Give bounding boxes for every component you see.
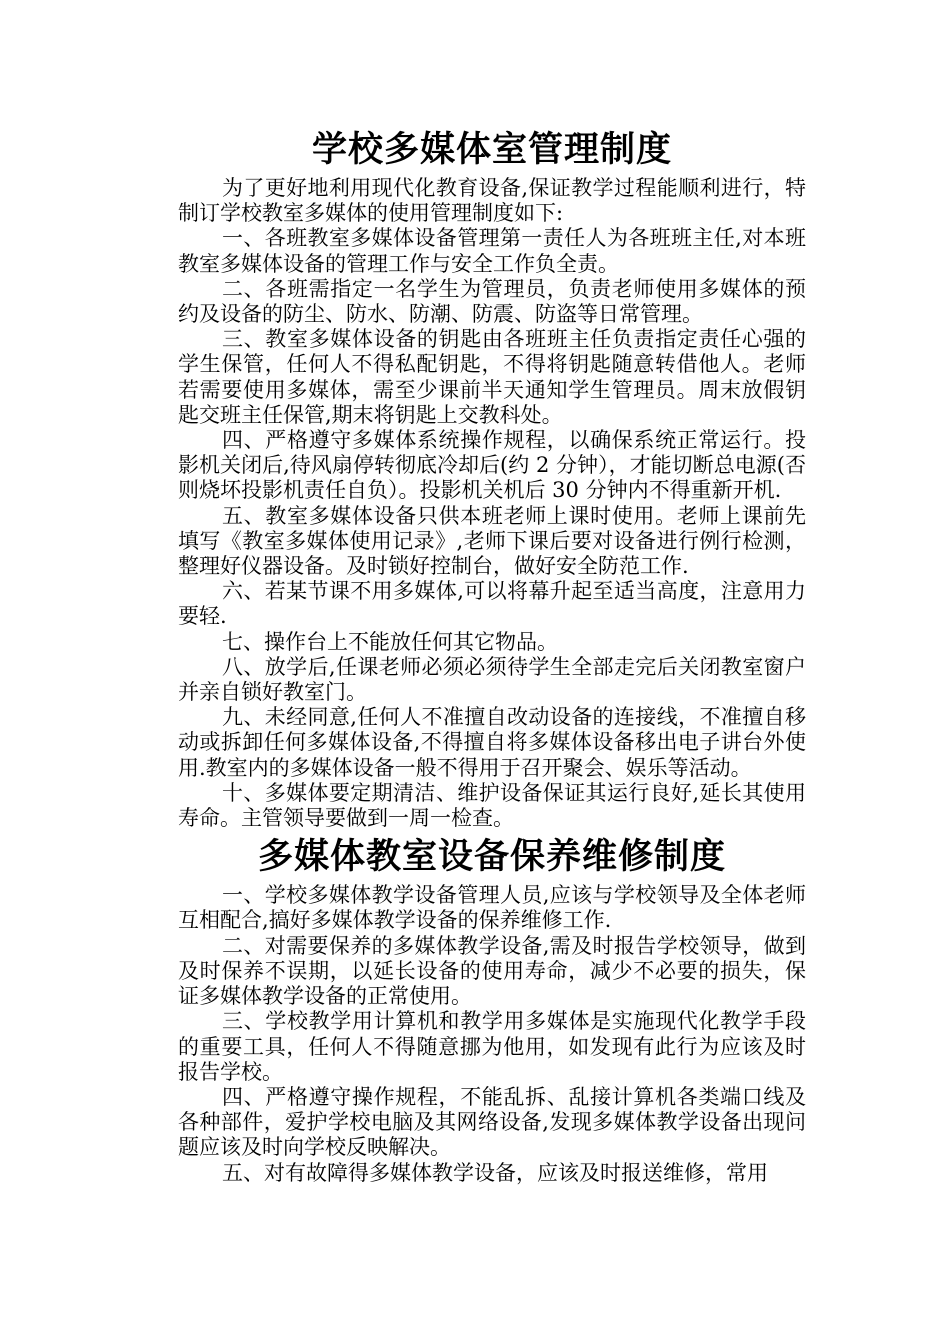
section1-paragraph: 七、操作台上不能放任何其它物品。 [222, 629, 558, 654]
section1-body [178, 176, 806, 831]
section1-paragraph: 二、各班需指定一名学生为管理员，负责老师使用多媒体的预约及设备的防尘、防水、防潮、防震、防盗等日常管理。 [178, 276, 806, 327]
section1-title: 学校多媒体室管理制度 [311, 129, 672, 170]
section2-paragraph: 五、对有故障得多媒体教学设备，应该及时报送维修，常用 [222, 1160, 768, 1185]
section2-paragraph: 四、严格遵守操作规程，不能乱拆、乱接计算机各类端口线及各种部件，爱护学校电脑及其网络设备,发现多媒体教学设备出现问题应该及时向学校反映解决。 [178, 1084, 806, 1160]
section2-paragraph: 一、学校多媒体教学设备管理人员,应该与学校领导及全体老师互相配合,搞好多媒体教学设备的保养维修工作. [178, 883, 806, 933]
section2-paragraph: 二、对需要保养的多媒体教学设备,需及时报告学校领导，做到及时保养不误期，以延长设备的使用寿命，减少不必要的损失，保证多媒体教学设备的正常使用。 [178, 933, 806, 1009]
section1-paragraph: 九、未经同意,任何人不准擅自改动设备的连接线，不准擅自移动或拆卸任何多媒体设备,不得擅自将多媒体设备移出电子讲台外使用.教室内的多媒体设备一般不得用于召开聚会、娱乐等活动。 [178, 705, 806, 780]
section1-paragraph: 五、教室多媒体设备只供本班老师上课时使用。老师上课前先填写《教室多媒体使用记录》,老师下课后要对设备进行例行检测，整理好仪器设备。及时锁好控制台，做好安全防范工作. [178, 503, 806, 579]
section1-paragraph: 一、各班教室多媒体设备管理第一责任人为各班班主任,对本班教室多媒体设备的管理工作与安全工作负全责。 [178, 226, 806, 276]
section1-paragraph: 三、教室多媒体设备的钥匙由各班班主任负责指定责任心强的学生保管，任何人不得私配钥匙，不得将钥匙随意转借他人。老师若需要使用多媒体，需至少课前半天通知学生管理员。周末放假钥匙交班主任保管,期末将钥匙上交教科处。 [178, 327, 806, 427]
section2-body [178, 883, 806, 1185]
document-page [178, 124, 806, 1186]
section2-title: 多媒体教室设备保养维修制度 [257, 836, 726, 878]
section1-paragraph: 八、放学后,任课老师必须必须待学生全部走完后关闭教室窗户并亲自锁好教室门。 [178, 654, 806, 705]
section1-paragraph: 六、若某节课不用多媒体,可以将幕升起至适当高度，注意用力要轻. [178, 579, 806, 629]
section1-paragraph: 四、严格遵守多媒体系统操作规程，以确保系统正常运行。投影机关闭后,待风扇停转彻底冷却后(约 2 分钟），才能切断总电源(否则烧坏投影机责任自负）。投影机关机后 30 分钟内不得重新开机. [178, 428, 806, 503]
section1-paragraph: 为了更好地利用现代化教育设备,保证教学过程能顺利进行，特制订学校教室多媒体的使用管理制度如下: [178, 176, 806, 226]
section2-paragraph: 三、学校教学用计算机和教学用多媒体是实施现代化教学手段的重要工具，任何人不得随意挪为他用，如发现有此行为应该及时报告学校。 [178, 1009, 806, 1084]
section1-paragraph: 十、多媒体要定期清洁、维护设备保证其运行良好,延长其使用寿命。主管领导要做到一周一检查。 [178, 780, 806, 831]
